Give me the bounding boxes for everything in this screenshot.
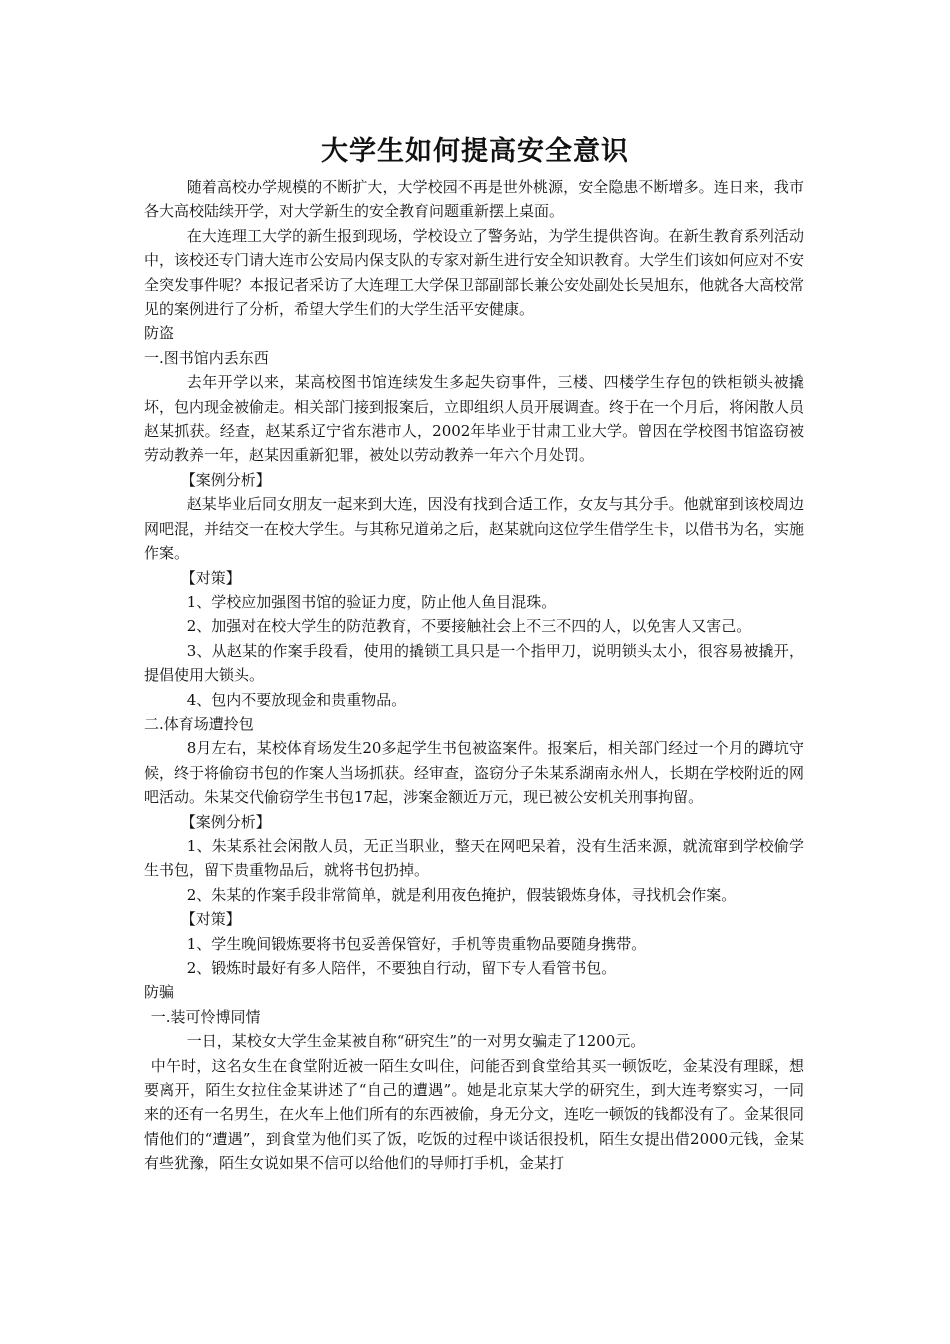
- paragraph: 一日，某校女大学生金某被自称“研究生”的一对男女骗走了1200元。: [186, 1032, 646, 1051]
- document-body: [144, 175, 804, 1176]
- list-item: 3、从赵某的作案手段看，使用的撬锁工具只是一个指甲刀，说明锁头太小，很容易被撬开，提倡使用大锁头。: [144, 641, 804, 685]
- list-item: 1、学生晚间锻炼要将书包妥善保管好，手机等贵重物品要随身携带。: [186, 934, 647, 953]
- subsection-heading: 一.装可怜博同情: [150, 1007, 261, 1026]
- section-heading: 防盗: [144, 324, 175, 343]
- document-title: 大学生如何提高安全意识: [321, 136, 629, 167]
- paragraph: 随着高校办学规模的不断扩大，大学校园不再是世外桃源，安全隐患不断增多。连日来，我市各大高校陆续开学，对大学新生的安全教育问题重新摆上桌面。: [144, 178, 804, 221]
- list-item: 4、包内不要放现金和贵重物品。: [186, 690, 407, 709]
- case-analysis-heading: 【案例分析】: [180, 812, 271, 831]
- section-heading: 防骗: [144, 983, 175, 1002]
- case-analysis-heading: 【案例分析】: [180, 470, 271, 489]
- list-item: 2、锻炼时最好有多人陪伴，不要独自行动，留下专人看管书包。: [186, 959, 617, 977]
- paragraph: 在大连理工大学的新生报到现场，学校设立了警务站，为学生提供咨询。在新生教育系列活动中，该校还专门请大连市公安局内保支队的专家对新生进行安全知识教育。大学生们该如何应对不安全突发事件呢？本报记者采访了大连理工大学保卫部副部长兼公安处副处长吴旭东，他就各大高校常见的案例进行了分析，希望大学生们的大学生活平安健康。: [144, 226, 805, 319]
- paragraph: 中午时，这名女生在食堂附近被一陌生女叫住，问能否到食堂给其买一顿饭吃，金某没有理睬，想要离开，陌生女拉住金某讲述了“自己的遭遇”。她是北京某大学的研究生，到大连考察实习，一同来的还有一名男生，在火车上他们所有的东西被偷，身无分文，连吃一顿饭的钱都没有了。金某很同情他们的“遭遇”，到食堂为他们买了饭，吃饭的过程中谈话很投机，陌生女提出借2000元钱，金某有些犹豫，陌生女说如果不信可以给他们的导师打手机，金某打: [144, 1056, 805, 1173]
- countermeasures-heading: 【对策】: [180, 910, 241, 929]
- paragraph: 8月左右，某校体育场发生20多起学生书包被盗案件。报案后，相关部门经过一个月的蹲坑守候，终于将偷窃书包的作案人当场抓获。经审查，盗窃分子朱某系湖南永州人，长期在学校附近的网吧活动。朱某交代偷窃学生书包17起，涉案金额近万元，现已被公安机关刑事拘留。: [144, 739, 805, 807]
- subsection-heading: 二.体育场遭拎包: [144, 714, 254, 733]
- list-item: 2、朱某的作案手段非常简单，就是利用夜色掩护，假装锻炼身体，寻找机会作案。: [186, 885, 737, 904]
- paragraph: 去年开学以来，某高校图书馆连续发生多起失窃事件，三楼、四楼学生存包的铁柜锁头被撬坏，包内现金被偷走。相关部门接到报案后，立即组织人员开展调查。终于在一个月后，将闲散人员赵某抓获。经查，赵某系辽宁省东港市人，2002年毕业于甘肃工业大学。曾因在学校图书馆盗窃被劳动教养一年，赵某因重新犯罪，被处以劳动教养一年六个月处罚。: [144, 373, 805, 465]
- paragraph: 赵某毕业后同女朋友一起来到大连，因没有找到合适工作，女友与其分手。他就窜到该校周边网吧混，并结交一在校大学生。与其称兄道弟之后，赵某就向这位学生借学生卡，以借书为名，实施作案。: [144, 495, 805, 563]
- list-item: 2、加强对在校大学生的防范教育，不要接触社会上不三不四的人，以免害人又害己。: [186, 617, 752, 636]
- subsection-heading: 一.图书馆内丢东西: [144, 348, 269, 367]
- list-item: 1、学校应加强图书馆的验证力度，防止他人鱼目混珠。: [186, 592, 557, 611]
- list-item: 1、朱某系社会闲散人员，无正当职业，整天在网吧呆着，没有生活来源，就流窜到学校偷学生书包，留下贵重物品后，就将书包扔掉。: [144, 836, 804, 880]
- countermeasures-heading: 【对策】: [180, 568, 241, 587]
